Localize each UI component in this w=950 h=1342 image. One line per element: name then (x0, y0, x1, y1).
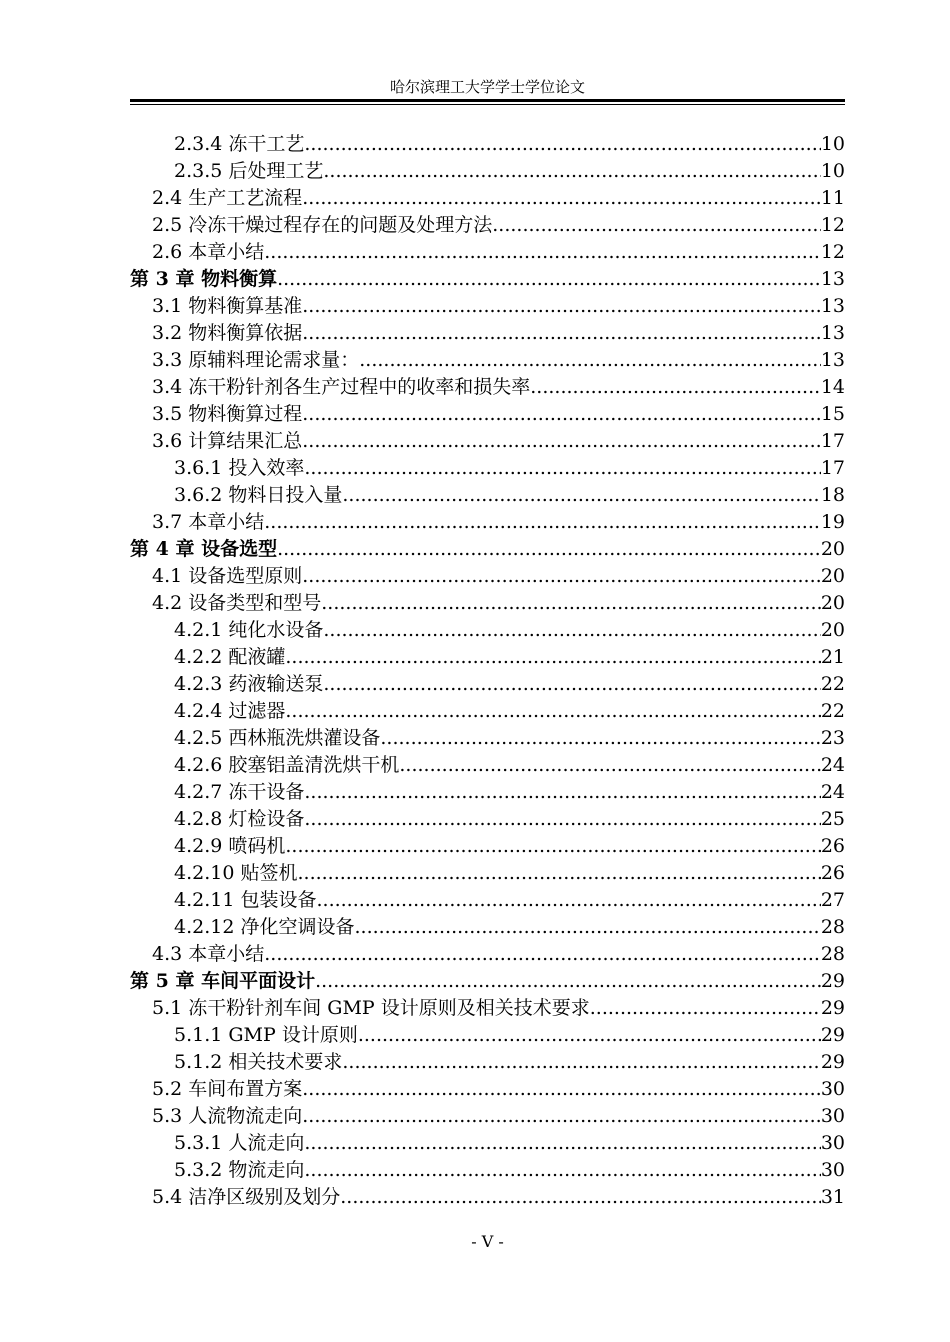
toc-entry (130, 185, 845, 212)
toc-entry-page: 22 (820, 673, 845, 695)
toc-entry-title: 4.2.12 净化空调设备 (174, 916, 355, 938)
toc-dot-leader (359, 347, 821, 374)
toc-dot-leader (304, 455, 820, 482)
toc-entry-title: 4.2.7 冻干设备 (174, 781, 305, 803)
toc-entry (130, 779, 845, 806)
toc-entry (130, 1022, 845, 1049)
toc-dot-leader (302, 293, 821, 320)
toc-entry-title: 3.6 计算结果汇总 (152, 430, 303, 452)
toc-dot-leader (302, 320, 821, 347)
toc-entry-page: 23 (820, 727, 845, 749)
toc-entry-title: 4.2.2 配液罐 (174, 646, 286, 668)
toc-dot-leader (277, 266, 821, 293)
toc-dot-leader (302, 401, 821, 428)
toc-entry (130, 590, 845, 617)
toc-entry-title: 4.2.8 灯检设备 (174, 808, 305, 830)
toc-dot-leader (340, 1184, 821, 1211)
toc-entry-title: 2.3.4 冻干工艺 (174, 133, 305, 155)
toc-chapter-entry (130, 266, 845, 293)
toc-dot-leader (277, 536, 821, 563)
toc-entry-page: 10 (820, 160, 845, 182)
toc-entry (130, 158, 845, 185)
toc-entry-title: 2.5 冷冻干燥过程存在的问题及处理方法 (152, 214, 493, 236)
toc-entry-page: 20 (820, 592, 845, 614)
toc-entry-page: 22 (820, 700, 845, 722)
toc-entry (130, 320, 845, 347)
toc-entry (130, 698, 845, 725)
toc-entry-title: 2.4 生产工艺流程 (152, 187, 303, 209)
toc-chapter-entry (130, 536, 845, 563)
toc-dot-leader (264, 941, 821, 968)
header-rule-thick (130, 99, 845, 102)
toc-dot-leader (323, 671, 820, 698)
toc-entry-title: 4.2.3 药液输送泵 (174, 673, 324, 695)
toc-entry (130, 887, 845, 914)
toc-entry-title: 5.1.1 GMP 设计原则 (174, 1024, 358, 1046)
toc-entry-page: 29 (820, 1051, 845, 1073)
toc-dot-leader (302, 1103, 821, 1130)
toc-entry-page: 28 (820, 943, 845, 965)
toc-entry (130, 131, 845, 158)
toc-entry-title: 5.4 洁净区级别及划分 (152, 1186, 341, 1208)
toc-dot-leader (342, 482, 820, 509)
toc-entry-title: 5.3 人流物流走向 (152, 1105, 303, 1127)
toc-entry-title: 4.2.6 胶塞铝盖清洗烘干机 (174, 754, 400, 776)
toc-entry-page: 10 (820, 133, 845, 155)
toc-entry-title: 4.2.4 过滤器 (174, 700, 286, 722)
toc-entry-title: 4.2.10 贴签机 (174, 862, 298, 884)
toc-entry-page: 30 (820, 1132, 845, 1154)
toc-dot-leader (380, 725, 820, 752)
toc-dot-leader (304, 1130, 820, 1157)
toc-entry-page: 27 (820, 889, 845, 911)
toc-entry-title: 3.7 本章小结 (152, 511, 265, 533)
toc-entry-page: 14 (820, 376, 845, 398)
toc-entry-title: 3.2 物料衡算依据 (152, 322, 303, 344)
toc-entry-title: 2.3.5 后处理工艺 (174, 160, 324, 182)
toc-entry (130, 293, 845, 320)
toc-entry-title: 4.2 设备类型和型号 (152, 592, 322, 614)
toc-entry-page: 31 (820, 1186, 845, 1208)
toc-entry (130, 563, 845, 590)
toc-dot-leader (399, 752, 820, 779)
toc-entry (130, 644, 845, 671)
toc-entry (130, 671, 845, 698)
toc-entry (130, 752, 845, 779)
toc-dot-leader (264, 509, 821, 536)
toc-dot-leader (321, 590, 821, 617)
toc-entry-page: 20 (820, 619, 845, 641)
toc-entry (130, 239, 845, 266)
toc-dot-leader (302, 428, 821, 455)
toc-dot-leader (297, 860, 820, 887)
toc-entry-title: 3.1 物料衡算基准 (152, 295, 303, 317)
toc-entry-title: 3.6.2 物料日投入量 (174, 484, 343, 506)
toc-entry (130, 860, 845, 887)
toc-dot-leader (530, 374, 821, 401)
toc-entry (130, 482, 845, 509)
toc-entry-page: 12 (820, 241, 845, 263)
running-header-title: 哈尔滨理工大学学士学位论文 (389, 78, 585, 96)
toc-entry (130, 1076, 845, 1103)
toc-entry-title: 3.3 原辅料理论需求量： (152, 349, 360, 371)
toc-entry-title: 5.1 冻干粉针剂车间 GMP 设计原则及相关技术要求 (152, 997, 590, 1019)
toc-dot-leader (590, 995, 821, 1022)
toc-dot-leader (302, 1076, 821, 1103)
toc-entry (130, 725, 845, 752)
toc-entry (130, 806, 845, 833)
toc-entry (130, 833, 845, 860)
toc-entry-title: 第 4 章 设备选型 (130, 538, 278, 560)
toc-entry-page: 29 (820, 970, 845, 992)
toc-entry-page: 30 (820, 1105, 845, 1127)
toc-entry-page: 13 (820, 268, 845, 290)
toc-entry-page: 25 (820, 808, 845, 830)
toc-dot-leader (304, 806, 820, 833)
toc-entry-title: 4.2.11 包装设备 (174, 889, 317, 911)
toc-entry-page: 24 (820, 781, 845, 803)
toc-dot-leader (302, 563, 821, 590)
toc-dot-leader (264, 239, 821, 266)
toc-entry (130, 1184, 845, 1211)
toc-entry-page: 11 (820, 187, 845, 209)
toc-entry (130, 509, 845, 536)
toc-dot-leader (302, 185, 821, 212)
header-rule-thin (130, 104, 845, 105)
toc-entry-title: 4.3 本章小结 (152, 943, 265, 965)
toc-entry-page: 28 (820, 916, 845, 938)
toc-entry-page: 12 (820, 214, 845, 236)
toc-chapter-entry (130, 968, 845, 995)
toc-entry-title: 5.2 车间布置方案 (152, 1078, 303, 1100)
toc-entry (130, 428, 845, 455)
toc-entry-page: 18 (820, 484, 845, 506)
toc-entry (130, 374, 845, 401)
toc-entry (130, 401, 845, 428)
toc-dot-leader (342, 1049, 820, 1076)
toc-entry-page: 24 (820, 754, 845, 776)
toc-entry (130, 995, 845, 1022)
toc-entry-title: 4.2.1 纯化水设备 (174, 619, 324, 641)
toc-entry-title: 第 3 章 物料衡算 (130, 268, 278, 290)
toc-entry-page: 19 (820, 511, 845, 533)
toc-entry (130, 1130, 845, 1157)
toc-dot-leader (315, 968, 821, 995)
toc-entry (130, 941, 845, 968)
toc-dot-leader (285, 644, 820, 671)
toc-entry (130, 914, 845, 941)
toc-entry-title: 5.3.2 物流走向 (174, 1159, 305, 1181)
toc-entry-page: 26 (820, 862, 845, 884)
page-number: - V - (471, 1232, 504, 1251)
toc-entry-page: 26 (820, 835, 845, 857)
toc-entry (130, 212, 845, 239)
toc-entry-page: 30 (820, 1159, 845, 1181)
toc-entry (130, 1049, 845, 1076)
toc-dot-leader (316, 887, 820, 914)
toc-dot-leader (285, 833, 820, 860)
toc-entry-title: 3.5 物料衡算过程 (152, 403, 303, 425)
toc-dot-leader (492, 212, 821, 239)
toc-entry-page: 17 (820, 457, 845, 479)
toc-entry-page: 20 (820, 538, 845, 560)
toc-entry-page: 29 (820, 997, 845, 1019)
toc-entry-title: 4.2.9 喷码机 (174, 835, 286, 857)
toc-dot-leader (323, 617, 820, 644)
toc-entry-page: 21 (820, 646, 845, 668)
toc-entry-page: 20 (820, 565, 845, 587)
toc-entry-page: 13 (820, 349, 845, 371)
toc-entry-page: 13 (820, 322, 845, 344)
toc-entry-page: 29 (820, 1024, 845, 1046)
toc-entry (130, 347, 845, 374)
toc-entry-title: 4.2.5 西林瓶洗烘灌设备 (174, 727, 381, 749)
toc-entry (130, 617, 845, 644)
toc-dot-leader (285, 698, 820, 725)
toc-entry-page: 13 (820, 295, 845, 317)
toc-entry-title: 5.3.1 人流走向 (174, 1132, 305, 1154)
toc-entry-title: 2.6 本章小结 (152, 241, 265, 263)
toc-entry-title: 5.1.2 相关技术要求 (174, 1051, 343, 1073)
toc-entry-page: 30 (820, 1078, 845, 1100)
toc-entry-title: 3.4 冻干粉针剂各生产过程中的收率和损失率 (152, 376, 531, 398)
toc-entry (130, 1157, 845, 1184)
table-of-contents (130, 131, 845, 1211)
toc-dot-leader (358, 1022, 821, 1049)
toc-dot-leader (304, 1157, 820, 1184)
toc-dot-leader (304, 779, 820, 806)
toc-entry-title: 3.6.1 投入效率 (174, 457, 305, 479)
toc-entry-title: 第 5 章 车间平面设计 (130, 970, 316, 992)
toc-entry (130, 455, 845, 482)
toc-dot-leader (323, 158, 820, 185)
toc-entry-page: 15 (820, 403, 845, 425)
toc-entry-title: 4.1 设备选型原则 (152, 565, 303, 587)
toc-entry (130, 1103, 845, 1130)
toc-dot-leader (354, 914, 820, 941)
toc-entry-page: 17 (820, 430, 845, 452)
toc-dot-leader (304, 131, 820, 158)
